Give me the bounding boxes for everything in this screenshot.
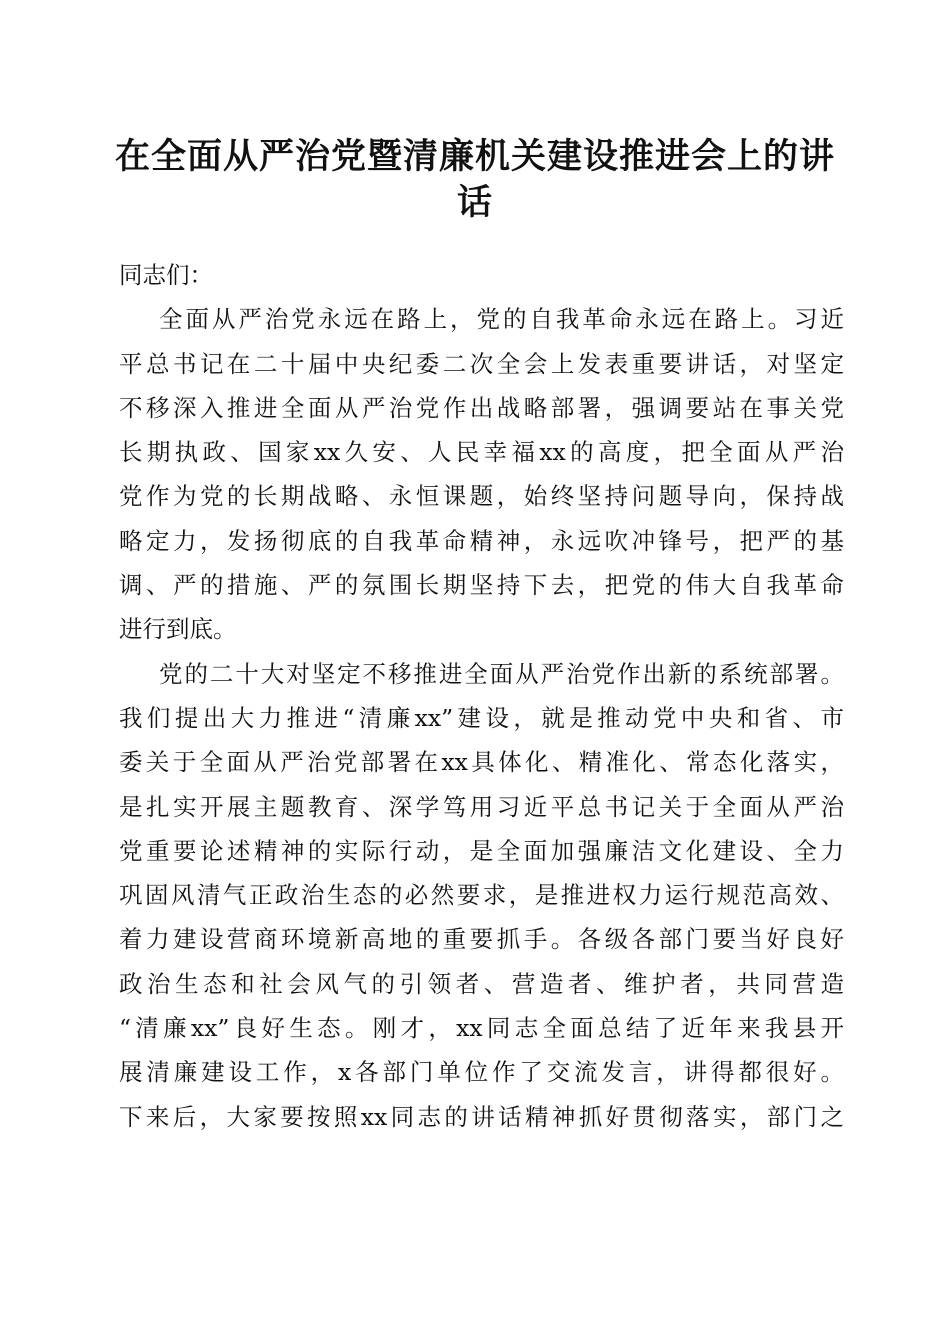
- paragraph-line: 委关于全面从严治党部署在xx具体化、精准化、常态化落实，: [119, 748, 844, 777]
- paragraph-line: 是扎实开展主题教育、深学笃用习近平总书记关于全面从严治: [119, 792, 844, 821]
- title-line: 在全面从严治党暨清廉机关建设推进会上的讲: [114, 136, 835, 177]
- paragraph-line: “清廉xx”良好生态。刚才，xx同志全面总结了近年来我县开: [119, 1014, 844, 1043]
- paragraph-line: 党作为党的长期战略、永恒课题，始终坚持问题导向，保持战: [119, 482, 844, 511]
- paragraph-line: 不移深入推进全面从严治党作出战略部署，强调要站在事关党: [119, 393, 844, 422]
- paragraph-line: 着力建设营商环境新高地的重要抓手。各级各部门要当好良好: [119, 925, 844, 954]
- paragraph-line: 进行到底。: [119, 615, 237, 644]
- paragraph-line: 略定力，发扬彻底的自我革命精神，永远吹冲锋号，把严的基: [119, 526, 844, 555]
- paragraph-line: 我们提出大力推进“清廉xx”建设，就是推动党中央和省、市: [119, 703, 844, 732]
- paragraph-2: [119, 652, 844, 1139]
- paragraph-line: 平总书记在二十届中央纪委二次全会上发表重要讲话，对坚定: [119, 349, 844, 378]
- paragraph-line: 调、严的措施、严的氛围长期坚持下去，把党的伟大自我革命: [119, 571, 844, 600]
- paragraph-line: 长期执政、国家xx久安、人民幸福xx的高度，把全面从严治: [119, 438, 844, 467]
- salutation: 同志们：: [119, 261, 213, 289]
- paragraph-line: 展清廉建设工作，x各部门单位作了交流发言，讲得都很好。: [119, 1058, 844, 1087]
- paragraph-line: 政治生态和社会风气的引领者、营造者、维护者，共同营造: [119, 969, 844, 998]
- document-body: [119, 253, 844, 1139]
- paragraph-line: 下来后，大家要按照xx同志的讲话精神抓好贯彻落实，部门之: [119, 1102, 844, 1131]
- paragraph-line: 巩固风清气正政治生态的必然要求，是推进权力运行规范高效、: [119, 881, 844, 910]
- paragraph-line: 党重要论述精神的实际行动，是全面加强廉洁文化建设、全力: [119, 836, 844, 865]
- document-title: [100, 134, 850, 226]
- paragraph-line: 党的二十大对坚定不移推进全面从严治党作出新的系统部署。: [159, 659, 844, 688]
- paragraph-1: [119, 297, 844, 651]
- paragraph-line: 全面从严治党永远在路上，党的自我革命永远在路上。习近: [159, 305, 844, 334]
- title-line: 话: [456, 182, 493, 223]
